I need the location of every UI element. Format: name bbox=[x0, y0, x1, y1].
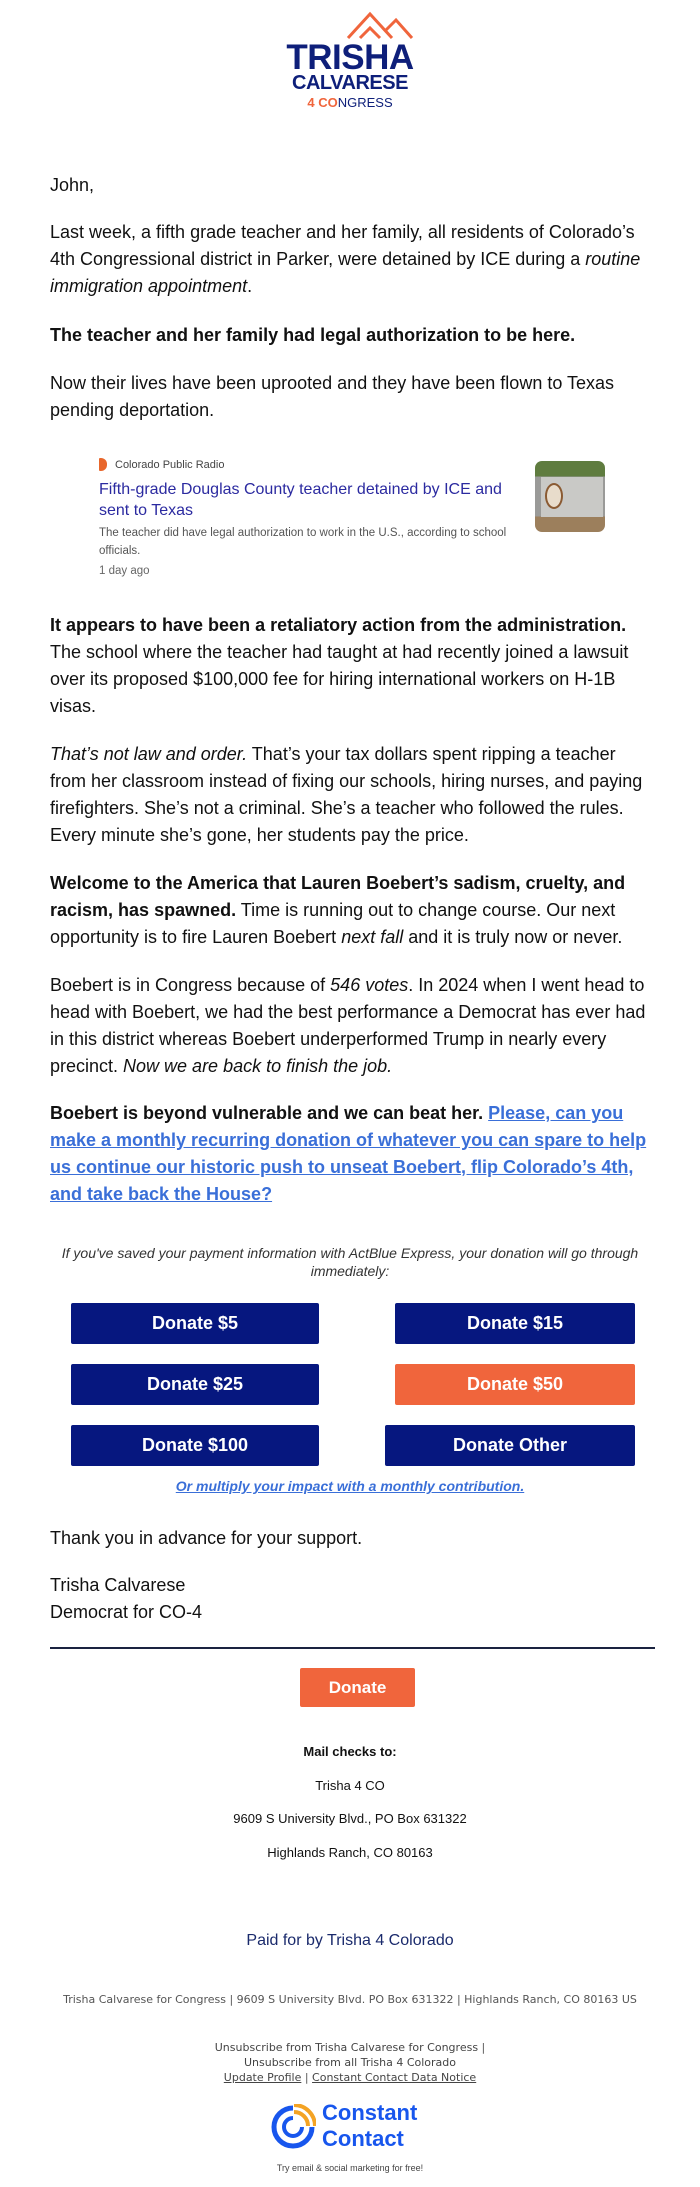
signature-title: Democrat for CO-4 bbox=[50, 1602, 203, 1622]
cc-logo-line1: Constant bbox=[322, 2100, 418, 2125]
greeting: John, bbox=[50, 175, 95, 195]
donate-50-button[interactable]: Donate $50 bbox=[395, 1364, 635, 1405]
text: Last week, a fifth grade teacher and her family, all residents of Colorado’s 4th Congressional district in Parker, were detained by ICE during a bbox=[50, 222, 635, 269]
text: The school where the teacher had taught at had recently joined a lawsuit over its proposed $100,000 fee for hiring international workers on H-1B visas. bbox=[50, 642, 629, 716]
news-title-link[interactable]: Fifth-grade Douglas County teacher detained by ICE and sent to Texas bbox=[99, 481, 502, 519]
news-thumbnail-image bbox=[535, 461, 605, 532]
footer-links bbox=[0, 2040, 700, 2085]
mail-line-3: Highlands Ranch, CO 80163 bbox=[267, 1845, 433, 1860]
news-source bbox=[99, 458, 224, 471]
logo-line3 bbox=[0, 95, 700, 110]
monthly-contribution-link[interactable]: Or multiply your impact with a monthly contribution. bbox=[175, 1478, 525, 1494]
text-italic: 546 votes bbox=[330, 975, 409, 995]
separator: | bbox=[301, 2071, 313, 2084]
text-bold: It appears to have been a retaliatory action from the administration. bbox=[50, 615, 627, 635]
donate-5-button[interactable]: Donate $5 bbox=[71, 1303, 319, 1344]
paragraph-5 bbox=[50, 741, 656, 849]
constant-contact-logo[interactable] bbox=[270, 2100, 440, 2156]
mail-line-1: Trisha 4 CO bbox=[315, 1778, 385, 1793]
constant-contact-icon bbox=[270, 2104, 316, 2150]
mail-line-2: 9609 S University Blvd., PO Box 631322 bbox=[233, 1811, 467, 1826]
cc-tagline: Try email & social marketing for free! bbox=[276, 2163, 424, 2173]
paragraph-1 bbox=[50, 219, 656, 300]
paragraph-4 bbox=[50, 612, 656, 720]
mail-heading: Mail checks to: bbox=[303, 1744, 397, 1759]
news-time: 1 day ago bbox=[99, 565, 150, 577]
news-source-name: Colorado Public Radio bbox=[115, 458, 225, 471]
paragraph-8 bbox=[50, 1100, 656, 1208]
campaign-logo bbox=[0, 0, 700, 115]
unsubscribe-campaign-link[interactable]: Unsubscribe from Trisha Calvarese for Congress bbox=[214, 2041, 479, 2054]
text-italic: next fall bbox=[341, 927, 404, 947]
donate-25-button[interactable]: Donate $25 bbox=[71, 1364, 319, 1405]
signature-name: Trisha Calvarese bbox=[50, 1575, 186, 1595]
donate-15-button[interactable]: Donate $15 bbox=[395, 1303, 635, 1344]
text: and it is truly now or never. bbox=[403, 927, 623, 947]
divider bbox=[50, 1647, 655, 1649]
logo-rest: NGRESS bbox=[337, 95, 393, 110]
update-profile-link[interactable]: Update Profile bbox=[223, 2071, 302, 2084]
text-italic: routine immigration appointment bbox=[50, 249, 641, 296]
text-bold: Welcome to the America that Lauren Boebert’s sadism, cruelty, and racism, has spawned. bbox=[50, 873, 626, 920]
logo-accent: 4 CO bbox=[307, 95, 338, 110]
text: Time is running out to change course. Our next opportunity is to fire Lauren Boebert bbox=[50, 900, 616, 947]
donate-100-button[interactable]: Donate $100 bbox=[71, 1425, 319, 1466]
news-card[interactable] bbox=[99, 458, 619, 588]
text: Boebert is in Congress because of bbox=[50, 975, 331, 995]
text: . bbox=[247, 276, 253, 296]
text: That’s your tax dollars spent ripping a teacher from her classroom instead of fixing our schools, hiring nurses, and paying firefighters. She’s not a criminal. She’s a teacher who followed the rules. Every minute she’s gone, her students pay the price. bbox=[50, 744, 643, 845]
text: . In 2024 when I went head to head with Boebert, we had the best performance a Democrat has ever had in this district whereas Boebert underperformed Trump in nearly every precinct. bbox=[50, 975, 646, 1076]
unsubscribe-all-link[interactable]: Unsubscribe from all Trisha 4 Colorado bbox=[243, 2056, 457, 2069]
paid-for-disclaimer: Paid for by Trisha 4 Colorado bbox=[246, 1932, 454, 1949]
paragraph-7 bbox=[50, 972, 656, 1080]
mountain-icon bbox=[346, 10, 414, 40]
paragraph-2: The teacher and her family had legal authorization to be here. bbox=[50, 325, 576, 345]
text-italic: Now we are back to finish the job. bbox=[123, 1056, 393, 1076]
separator: | bbox=[478, 2041, 486, 2054]
thanks-text: Thank you in advance for your support. bbox=[50, 1528, 363, 1548]
text-bold: Boebert is beyond vulnerable and we can beat her. bbox=[50, 1103, 484, 1123]
paragraph-3: Now their lives have been uprooted and they have been flown to Texas pending deportation. bbox=[50, 373, 615, 420]
paragraph-6 bbox=[50, 870, 656, 951]
logo-line2: CALVARESE bbox=[292, 72, 408, 94]
news-description: The teacher did have legal authorization to work in the U.S., according to school officials. bbox=[99, 527, 507, 557]
cc-logo-line2: Contact bbox=[322, 2126, 404, 2151]
donate-other-button[interactable]: Donate Other bbox=[385, 1425, 635, 1466]
text-italic: That’s not law and order. bbox=[50, 744, 248, 764]
footer-address: Trisha Calvarese for Congress | 9609 S University Blvd. PO Box 631322 | Highlands Ranch, CO 80163 US bbox=[63, 1993, 637, 2006]
cpr-logo-icon bbox=[99, 458, 107, 471]
logo-line1: TRISHA bbox=[286, 38, 414, 77]
monthly-donation-link[interactable]: Please, can you make a monthly recurring donation of whatever you can spare to help us continue our historic push to unseat Boebert, flip Colorado’s 4th, and take back the House? bbox=[50, 1103, 647, 1204]
data-notice-link[interactable]: Constant Contact Data Notice bbox=[312, 2071, 477, 2084]
actblue-note: If you've saved your payment information with ActBlue Express, your donation will go through immediately: bbox=[61, 1245, 639, 1279]
donate-button[interactable]: Donate bbox=[300, 1668, 415, 1707]
